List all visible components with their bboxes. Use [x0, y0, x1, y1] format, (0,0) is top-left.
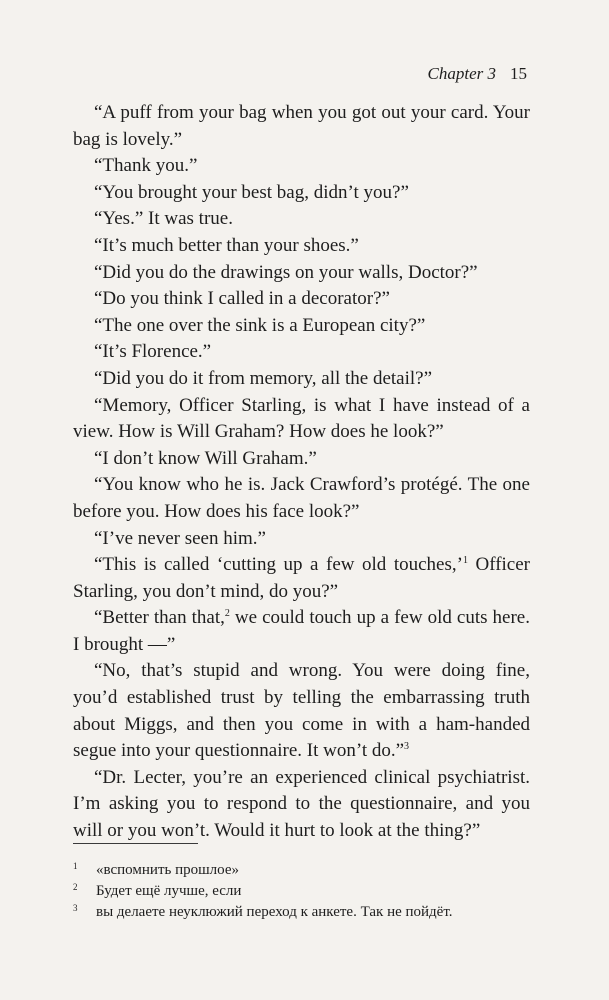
footnote-marker: 3: [404, 741, 410, 753]
paragraph-text: “This is called ‘cutting up a few old touches,’: [94, 554, 463, 576]
footnote-marker: 2: [224, 608, 230, 620]
footnote-number: 2: [73, 882, 78, 892]
paragraph-text: we could touch up a few old cuts here. I brought —”: [73, 607, 530, 655]
body-text: [73, 100, 530, 845]
paragraph: [73, 100, 530, 153]
paragraph-text: “Thank you.”: [94, 155, 198, 177]
paragraph-text: “No, that’s stupid and wrong. You were doing fine, you’d established trust by telling the embarrassing truth about Miggs, and then you come in with a ham-handed segue into your questionnaire. It won’t do.”: [73, 660, 530, 762]
paragraph-text: “Yes.” It was true.: [94, 208, 233, 230]
paragraph: [73, 658, 530, 764]
paragraph-text: “A puff from your bag when you got out your card. Your bag is lovely.”: [73, 102, 530, 150]
footnote-number: 3: [73, 903, 78, 913]
paragraph-text: “It’s Florence.”: [94, 341, 212, 363]
paragraph: [73, 393, 530, 446]
running-header: [428, 64, 527, 84]
paragraph-text: “Better than that,: [94, 607, 225, 629]
paragraph-text: “Do you think I called in a decorator?”: [94, 288, 390, 310]
paragraph: [73, 472, 530, 525]
footnote-number: 1: [73, 861, 78, 871]
footnote-text: «вспомнить прошлое»: [96, 862, 239, 878]
chapter-title: Chapter 3: [427, 64, 496, 83]
footnote-text: Будет ещё лучше, если: [96, 883, 242, 899]
paragraph-text: “Memory, Officer Starling, is what I have instead of a view. How is Will Graham? How does he look?”: [73, 394, 530, 443]
paragraph-text: “The one over the sink is a European city?”: [94, 314, 426, 336]
paragraph-text: “You brought your best bag, didn’t you?”: [94, 181, 409, 203]
page-number: 15: [510, 64, 527, 83]
paragraph: [73, 446, 530, 473]
paragraph-text: “You know who he is. Jack Crawford’s protégé. The one before you. How does his face look?”: [73, 474, 530, 522]
paragraph: [73, 765, 530, 845]
paragraph-text: “Did you do the drawings on your walls, Doctor?”: [94, 261, 478, 283]
paragraph: [73, 339, 530, 366]
paragraph-text: “I don’t know Will Graham.”: [94, 447, 317, 469]
paragraph: [73, 366, 530, 393]
paragraph-text: “Dr. Lecter, you’re an experienced clinical psychiatrist. I’m asking you to respond to the questionnaire, and you will or you won’t. Would it hurt to look at the thing?”: [73, 766, 530, 842]
paragraph: [73, 180, 530, 207]
paragraph: [73, 153, 530, 180]
paragraph-text: “It’s much better than your shoes.”: [94, 234, 359, 256]
footnote-2: [73, 878, 543, 900]
footnote-text: вы делаете неуклюжий переход к анкете. Так не пойдёт.: [96, 904, 453, 920]
paragraph-text: Officer Starling, you don’t mind, do you?”: [73, 554, 530, 602]
paragraph: [73, 206, 530, 233]
paragraph: [73, 313, 530, 340]
footnote-marker: 1: [462, 555, 468, 567]
paragraph: [73, 233, 530, 260]
paragraph: [73, 260, 530, 287]
paragraph-text: “I’ve never seen him.”: [94, 527, 266, 549]
footnote-3: [73, 899, 543, 921]
paragraph: [73, 526, 530, 553]
paragraph: [73, 286, 530, 313]
footnote-divider: [73, 843, 198, 844]
paragraph-text: “Did you do it from memory, all the detail?”: [94, 367, 433, 389]
footnote-1: [73, 857, 543, 879]
paragraph: [73, 605, 530, 658]
paragraph: [73, 552, 530, 605]
